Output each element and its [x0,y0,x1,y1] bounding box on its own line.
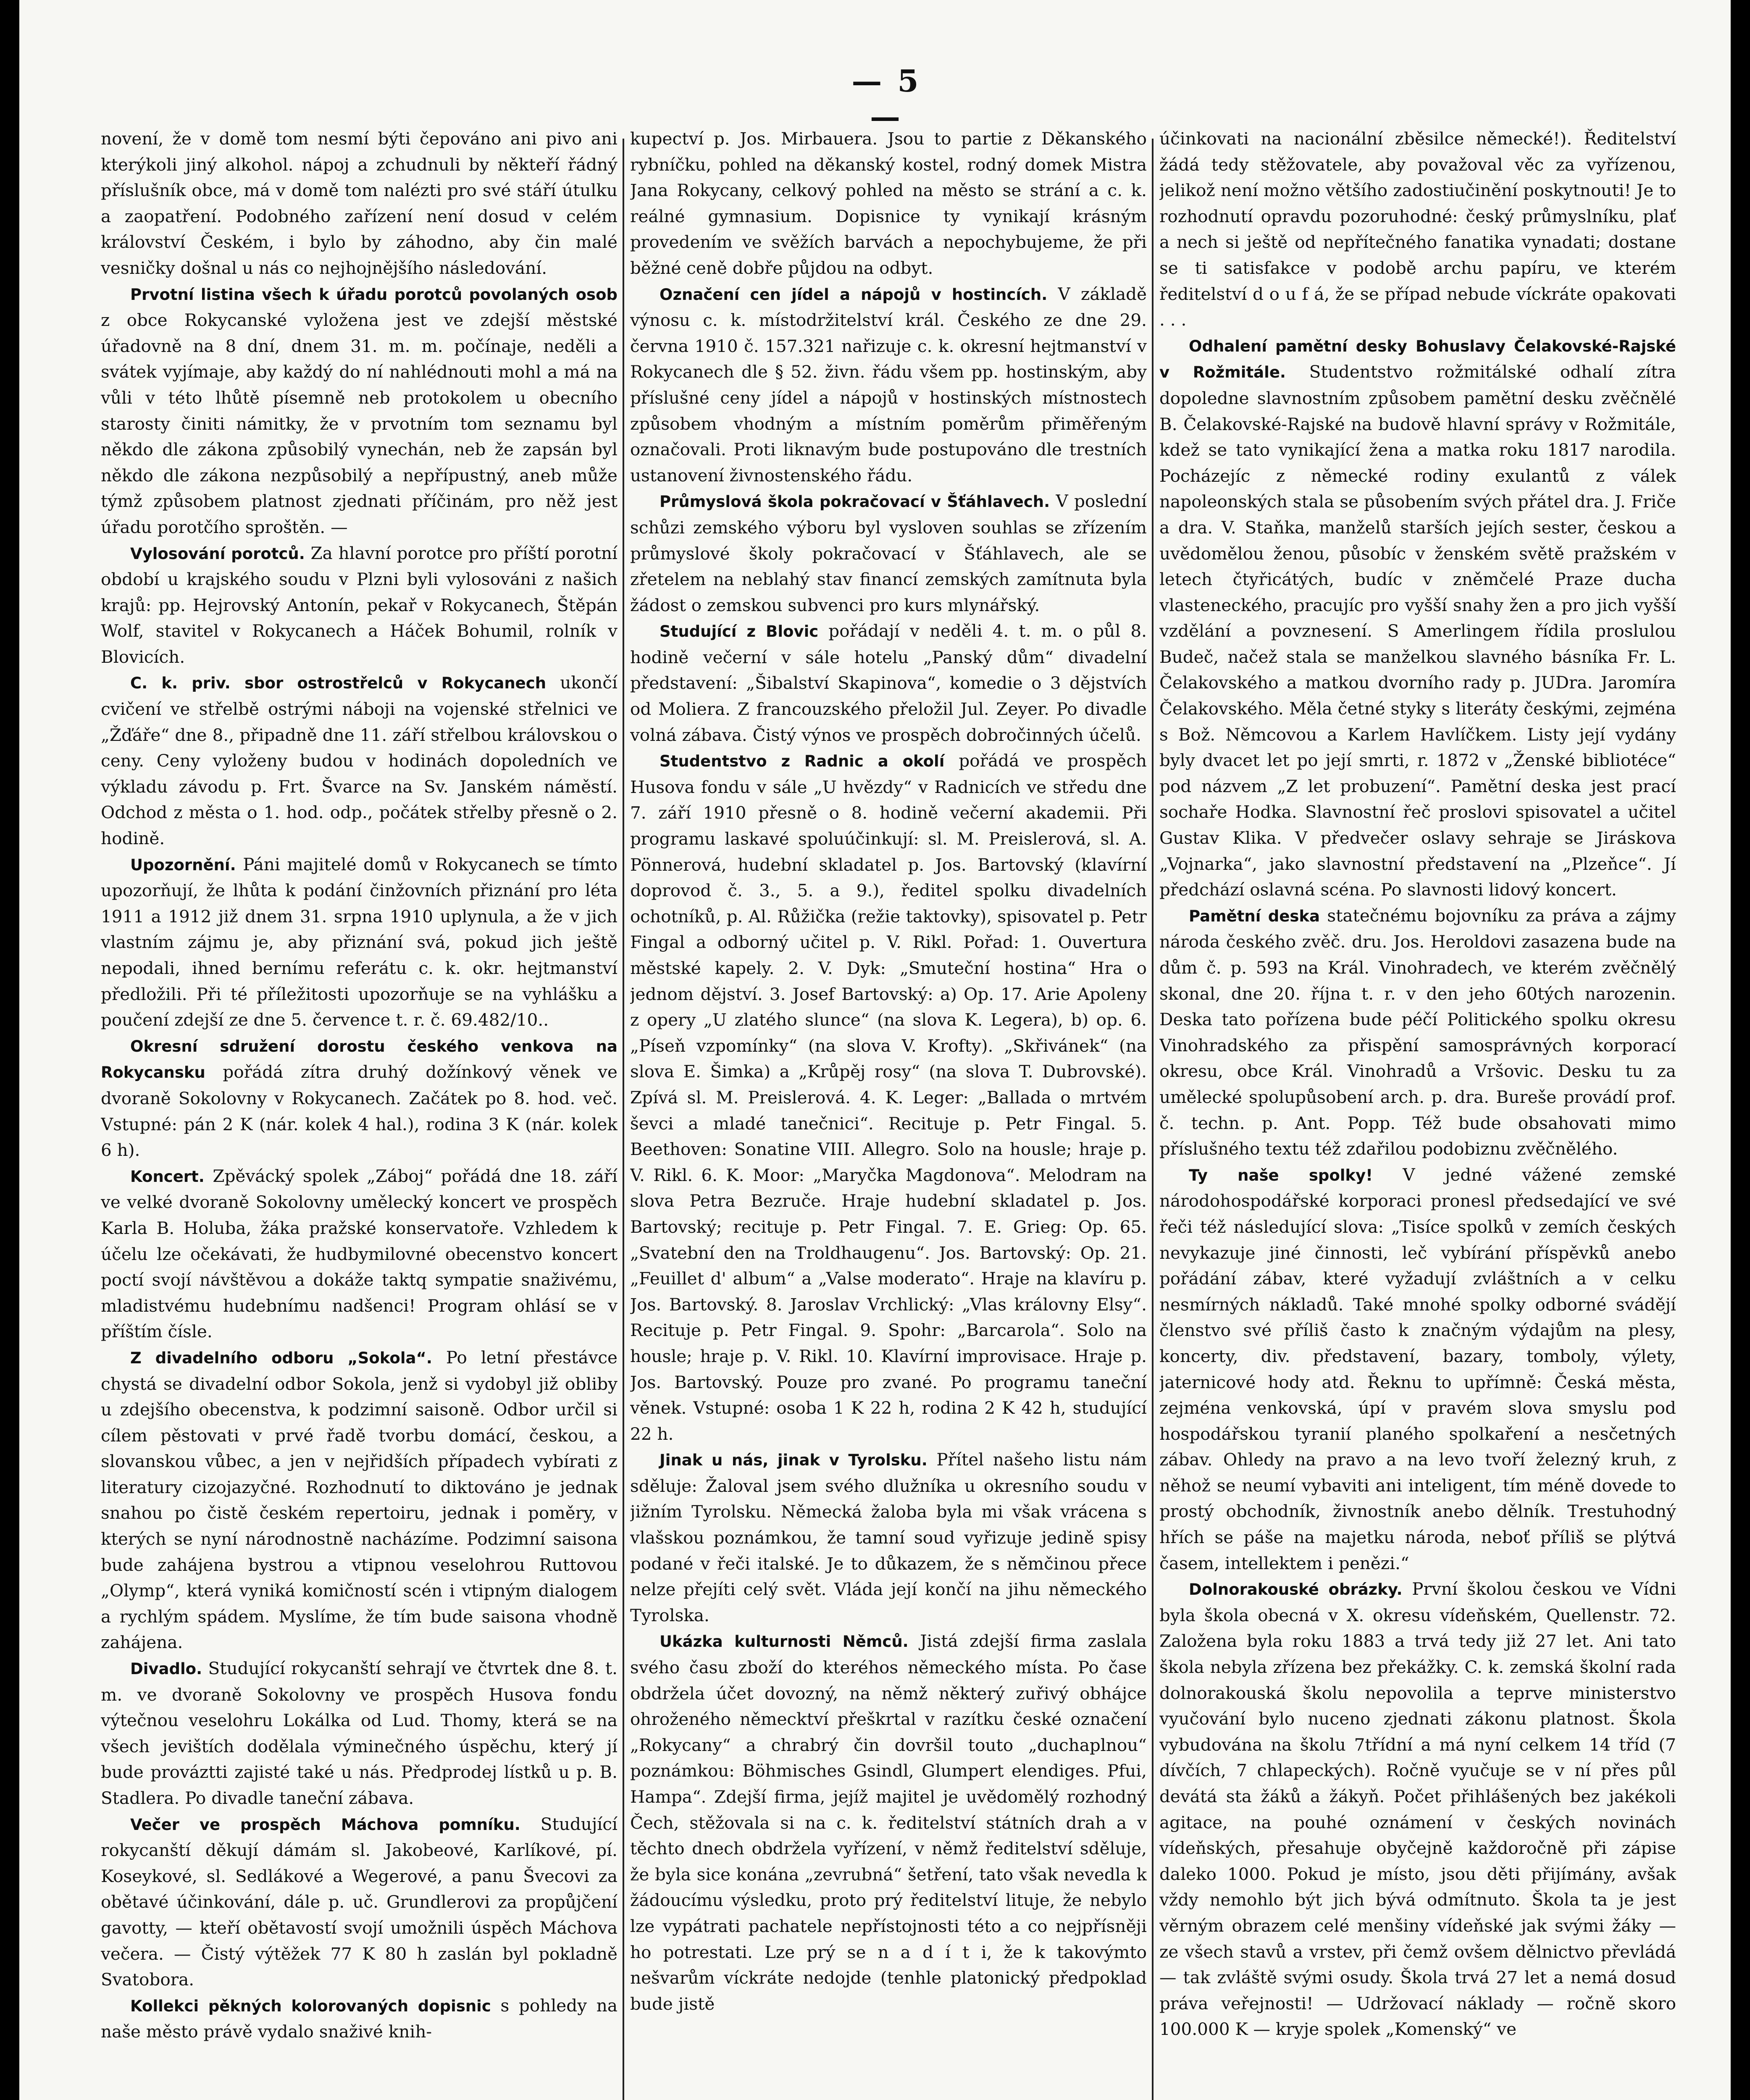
article [101,1163,617,1345]
article [630,126,1147,281]
article-body: ukončí cvičení ve střelbě ostrými náboji na vojenské střelnici ve „Žďáře“ dne 8., připadně dne 11. září střelbou královskou o ceny. Ceny vyloženy budou v hodinách dopoledních ve výkladu závodu p. Frt. Švarce na Sv. Janském náměstí. Odchod z města o 1. hod. odp., počátek střelby přesně o 2. hodině. [101,672,617,849]
article [630,281,1147,489]
article [630,618,1147,748]
article-body: Přítel našeho listu nám sděluje: Žaloval jsem svého dlužníka u okresního soudu v jižním Tyrolsku. Německá žaloba byla mi však vrácena s vlašskou poznámkou, že tamní soud vyřizuje jedině spisy podané v řeči italské. Je to důkazem, že s němčinou přece nelze přejíti celý svět. Vláda její končí na jihu německého Tyrolska. [630,1449,1147,1625]
article [630,488,1147,618]
article-body: Páni majitelé domů v Rokycanech se tímto upozorňují, že lhůta k podání činžovních přiznání pro léta 1911 a 1912 již dnem 31. srpna 1910 uplynula, a že v jich vlastním zájmu je, aby přiznání svá, pokud jich ještě nepodali, ihned bernímu referátu c. k. okr. hejtmanství předložili. Při té příležitosti upozorňuje se na vyhlášku a poučení zdejší ze dne 5. července t. r. č. 69.482/10.. [101,854,617,1030]
article-heading: Divadlo. [130,1660,202,1678]
article [101,1993,617,2045]
article-heading: Okresní sdružení dorostu českého venkova na Rokycansku [101,1037,617,1082]
article-body: statečnému bojovníku za práva a zájmy národa českého zvěč. dru. Jos. Heroldovi zasazena bude na dům č. p. 593 na Král. Vinohradech, ve kterém zvěčnělý skonal, dne 20. října t. r. v den jeho 60tých narozenin. Deska tato pořízena bude péčí Politického spolku okresu Vinohradského za přispění samosprávných korporací okresu, obce Král. Vinohradů a Vršovic. Desku tu za umělecké spolupůsobení arch. p. dra. Bureše provádí prof. č. techn. p. Ant. Popp. Též bude obsahovati mimo příslušného textu též zdařilou podobiznu zvěčnělého. [1159,905,1676,1159]
article-heading: Koncert. [130,1167,205,1186]
article-heading: Prvotní listina všech k úřadu porotců povolaných osob [130,285,617,304]
article-body: z obce Rokycanské vyložena jest ve zdejší městské úřadovně na 8 dní, dnem 31. m. m. počínaje, neděli a svátek vyjímaje, aby každý do ní nahlédnouti mohl a má na vůli v této lhůtě písemně neb protokolem u obecního starosty činiti námitky, že v prvotním tom seznamu byl někdo dle zákona způsobilý vynechán, neb že zapsán byl někdo dle zákona nezpůsobilý a nepřípustný, aneb může týmž způsobem platnost zjednati příčinám, pro něž jest úřadu porotčího sproštěn. — [101,310,617,537]
article [630,1628,1147,2017]
article [101,126,617,281]
article [101,1345,617,1656]
article-heading: Označení cen jídel a nápojů v hostincích. [660,285,1048,304]
article-body: V poslední schůzi zemského výboru byl vysloven souhlas se zřízením průmyslové školy pokračovací v Šťáhlavech, ale se zřetelem na neblahý stav financí zemských zamítnuta byla žádost o zemskou subvenci pro kurs mlynářský. [630,491,1147,615]
article-heading: Pamětní deska [1189,907,1320,925]
article-body: s pohledy na naše město právě vydalo snaživé knih- [101,1995,617,2042]
article [630,1447,1147,1628]
article [1159,333,1676,903]
article [1159,1576,1676,2042]
article-body: První školou českou ve Vídni byla škola obecná v X. okresu vídeňském, Quellenstr. 72. Založena byla roku 1883 a trvá tedy již 27 let. Ani tato škola nebyla zřízena bez překážky. C. k. zemská školní rada dolnorakouská školu nepovolila a teprve ministerstvo vyučování bylo nuceno zjednati zákonu platnost. Škola vybudována na školu 7třídní a má nyní celkem 14 tříd (7 dívčích, 7 chlapeckých). Ročně vyučuje se v ní přes půl devátá sta žáků a žákyň. Počet přihlášených bez jakékoli agitace, na pouhé oznámení v českých novinách vídeňských, přesahuje obyčejně každoročně při zápise daleko 1000. Pokud je místo, jsou děti přijímány, avšak vždy nemohlo být jich bývá odmítnuto. Škola ta je jest věrným obrazem celé menšiny vídeňské jak svými žáky — ze všech stavů a vrstev, při čemž ovšem dělnictvo převládá — tak zvláště svými osudy. Škola trvá 27 let a nemá dosud práva veřejnosti! — Udržovací náklady — ročně skoro 100.000 K — kryje spolek „Komenský“ ve [1159,1579,1676,2040]
article-body: pořádá ve prospěch Husova fondu v sále „U hvězdy“ v Radnicích ve středu dne 7. září 1910 přesně o 8. hodině večerní akademii. Při programu laskavé spoluúčinkují: sl. M. Preislerová, sl. A. Pönnerová, hudební skladatel p. Jos. Bartovský (klavírní doprovod č. 3., 5. a 9.), ředitel spolku divadelních ochotníků, p. Al. Růžička (režie taktovky), spisovatel p. Petr Fingal a odborný učitel p. V. Rikl. Pořad: 1. Ouvertura městské kapely. 2. V. Dyk: „Smuteční hostina“ Hra o jednom dějství. 3. Josef Bartovský: a) Op. 17. Arie Apoleny z opery „U zlatého slunce“ (na slova K. Legera), b) op. 6. „Píseň vzpomínky“ (na slova V. Krofty). „Skřivánek“ (na slova E. Šimka) a „Krůpěj rosy“ (na slova T. Dubrovské). Zpívá sl. M. Preislerová. 4. K. Leger: „Ballada o mrtvém ševci a mladé tanečnici“. Recituje p. Petr Fingal. 5. Beethoven: Sonatine VIII. Allegro. Solo na housle; hraje p. V. Rikl. 6. K. Moor: „Maryčka Magdonova“. Melodram na slova Petra Bezruče. Hraje hudební skladatel p. Jos. Bartovský; recituje p. Petr Fingal. 7. E. Grieg: Op. 65. „Svatební den na Troldhaugenu“. Jos. Bartovský: Op. 21. „Feuillet d' album“ a „Valse moderato“. Hraje na klavíru p. Jos. Bartovský. 8. Jaroslav Vrchlický: „Vlas královny Elsy“. Recituje p. Petr Fingal. 9. Spohr: „Barcarola“. Solo na housle; hraje p. V. Rikl. 10. Klavírní improvisace. Hraje p. Jos. Bartovský. Pouze pro zvané. Po programu taneční věnek. Vstupné: osoba 1 K 22 h, rodina 2 K 42 h, studující 22 h. [630,751,1147,1444]
scan-border-left [0,0,19,2100]
article-heading: Z divadelního odboru „Sokola“. [130,1349,432,1367]
article-heading: Dolnorakouské obrázky. [1189,1580,1403,1599]
article-body: Za hlavní porotce pro příští porotní období u krajského soudu v Plzni byli vylosováni z našich krajů: pp. Hejrovský Antonín, pekař v Rokycanech, Štěpán Wolf, stavitel v Rokycanech a Háček Bohumil, rolník v Blovicích. [101,543,617,667]
article-body: kupectví p. Jos. Mirbauera. Jsou to partie z Děkanského rybníčku, pohled na děkanský kostel, rodný domek Mistra Jana Rokycany, celkový pohled na město se strání a c. k. reálné gymnasium. Dopisnice ty vynikají krásným provedením ve svěžích barvách a nepochybujeme, že při běžné ceně dobře půjdou na odbyt. [630,129,1147,278]
article-body: Jistá zdejší firma zaslala svého času zboží do kteréhos německého místa. Po čase obdržela účet dovozný, na němž některý zuřivý obhájce ohroženého německtví přeškrtal v razítku české označení „Rokycany“ a chrabrý čin dovršil touto „duchaplnou“ poznámkou: Böhmisches Gsindl, Glumpert elendiges. Pfui, Hampa“. Zdejší firma, jejíž majitel je uvědomělý rozhodný Čech, stěžovala si na c. k. ředitelství státních drah a v těchto dnech obdržela vyřízení, v němž ředitelství sděluje, že byla sice konána „zevrubná“ šetření, tato však nevedla k žádoucímu výsledku, proto prý ředitelství lituje, že nebylo lze vypátrati pachatele nepřístojnosti této a co nejpřísněji ho potrestati. Lze prý se n a d í t i, že k takovýmto nešvarům víckráte nedojde (tenhle platonický předpoklad bude jistě [630,1631,1147,2014]
article-body: pořádají v neděli 4. t. m. o půl 8. hodině večerní v sále hotelu „Panský dům“ divadelní představení: „Šibalství Skapinova“, komedie o 3 dějstvích od Moliera. Z francouzského přeložil Jul. Zeyer. Po divadle volná zábava. Čistý výnos ve prospěch dobročinných účelů. [630,621,1147,745]
article [1159,903,1676,1162]
column-divider [1152,139,1154,2100]
article-body: Studující rokycanští sehrají ve čtvrtek dne 8. t. m. ve dvoraně Sokolovny ve prospěch Husova fondu výtečnou veselohru Lokálka od Lud. Thomy, která se na všech jevištích dodělala výminečného úspěchu, který jí bude prováztti zajisté také u nás. Předprodej lístků u p. B. Stadlera. Po divadle taneční zábava. [101,1658,617,1808]
article-heading: Kollekci pěkných kolorovaných dopisnic [130,1997,491,2015]
article-body: novení, že v domě tom nesmí býti čepováno ani pivo ani kterýkoli jiný alkohol. nápoj a zchudnuli by někteří řádný příslušník obce, má v domě tom nalézti pro své stáří útulku a zaopatření. Podobného zařízení není dosud v celém království Českém, i bylo by záhodno, aby čin malé vesničky došnal u nás co nejhojnějšího následování. [101,129,617,278]
article-body: Po letní přestávce chystá se divadelní odbor Sokola, jenž si vydobyl již obliby u zdejšího obecenstva, k podzimní saisoně. Odbor určil si cílem pěstovati v prvé řadě tvorbu domácí, českou, a slovanskou vůbec, a jen v nejřidších případech vybírati z literatury cizojazyčné. Rozhodnutí to diktováno je jednak snahou po čistě českém repertoiru, jednak i poměry, v kterých se nyní národnostně nacházíme. Podzimní saisona bude zahájena bystrou a vtipnou veselohrou Ruttovou „Olymp“, která vyniká komičností scén i vtipným dialogem a rychlým spádem. Myslíme, že tím bude saisona vhodně zahájena. [101,1347,617,1653]
article-body: V základě výnosu c. k. místodržitelství král. Českého ze dne 29. června 1910 č. 157.321 nařizuje c. k. okresní hejtmanství v Rokycanech dle § 52. živn. řádu všem pp. hostinským, aby příslušné ceny jídel a nápojů v hostinských místnostech způsobem vhodným a místním poměrům přiměřeným označovali. Proti liknavým bude postupováno dle trestních ustanovení živnostenského řádu. [630,284,1147,486]
article [1159,1162,1676,1577]
article [101,1811,617,1993]
article-heading: Odhalení pamětní desky Bohuslavy Čelakovské-Rajské v Rožmitále. [1159,337,1676,382]
scan-border-right [1731,0,1750,2100]
article-body: pořádá zítra druhý dožínkový věnek ve dvoraně Sokolovny v Rokycanech. Začátek po 8. hod. več. Vstupné: pán 2 K (nár. kolek 4 hal.), rodina 3 K (nár. kolek 6 h). [101,1062,617,1160]
column-1 [101,126,617,2100]
page-number: — 5 — [851,63,921,134]
article [101,281,617,541]
article [101,541,617,670]
article-heading: Studentstvo z Radnic a okolí [660,752,945,771]
article-heading: Večer ve prospěch Máchova pomníku. [130,1815,520,1834]
column-2 [630,126,1147,2100]
article [101,1033,617,1163]
article-body: účinkovati na nacionální zběsilce německé!). Ředitelství žádá tedy stěžovatele, aby považoval věc za vyřízenou, jelikož není možno většího zadostiučinění poskytnouti! Je to rozhodnutí opravdu pozoruhodné: český průmyslníku, plať a nech si ještě od nepřítečného fanatika vynadati; dostane se ti satisfakce v podobě archu papíru, ve kterém ředitelství d o u f á, že se případ nebude víckráte opakovati . . . [1159,129,1676,330]
article [101,852,617,1033]
article [1159,126,1676,333]
article-heading: Jinak u nás, jinak v Tyrolsku. [660,1451,928,1470]
column-3 [1159,126,1676,2100]
article-heading: Upozornění. [130,856,236,874]
article-heading: Studující z Blovic [660,622,819,641]
column-divider [623,139,624,2100]
article-heading: C. k. priv. sbor ostrostřelců v Rokycanech [130,674,547,693]
article [101,1656,617,1811]
article [101,670,617,851]
article-heading: Ty naše spolky! [1189,1166,1373,1184]
article-heading: Průmyslová škola pokračovací v Šťáhlavech. [660,493,1050,511]
article-body: Zpěvácký spolek „Záboj“ pořádá dne 18. září ve velké dvoraně Sokolovny umělecký koncert ve prospěch Karla B. Holuba, žáka pražské konservatoře. Vzhledem k účelu lze očekávati, že hudbymilovné obecenstvo koncert poctí svojí návštěvou a dokáže taktq sympatie snaživému, mladistvému hudebnímu nadšenci! Program ohlásí se v příštím čísle. [101,1166,617,1342]
article-heading: Ukázka kulturnosti Němců. [660,1633,909,1651]
article-body: V jedné vážené zemské národohospodářské korporaci pronesl předsedající ve své řeči též následující slova: „Tisíce spolků v zemích českých nevykazuje jiné činnosti, leč vybírání příspěvků anebo pořádání zábav, které vyžadují zvláštních a v celku nesmírných nákladů. Také mnohé spolky odborné svádějí členstvo své příliš často k značným výdajům na plesy, koncerty, div. představení, bazary, tomboly, výlety, jaternicové hody atd. Řeknu to upřímně: Česká města, zejména venkovská, úpí v pravém slova smyslu pod hospodářskou tyranií planého spolkaření a nesčetných zábav. Ohledy na pravo a na levo tvoří železný kruh, z něhož se neumí vybaviti ani inteligent, tím méně dovede to prostý obchodník, živnostník anebo dělník. Trestuhodný hřích se páše na majetku národa, neboť příliš se plýtvá časem, intellektem i penězi.“ [1159,1164,1676,1573]
article-body: Studentstvo rožmitálské odhalí zítra dopoledne slavnostním způsobem pamětní desku zvěčnělé B. Čelakovské-Rajské na budově hlavní správy v Rožmitále, kdež se tato vynikající žena a matka roku 1817 narodila. Pocházejíc z německé rodiny exulantů z válek napoleonských stala se působením svých přátel dra. J. Friče a dra. V. Staňka, manželů starších jejích sester, českou a uvědomělou ženou, působíc v ženském světě pražském v letech čtyřicátých, budíc v zněmčelé Praze ducha vlasteneckého, pracujíc pro vyšší snahy žen a pro jich vyšší vzdělání a povznesení. S Amerlingem řídila proslulou Budeč, načež stala se manželkou slavného básníka Fr. L. Čelakovského a matkou dvorního rady p. JUDra. Jaromíra Čelakovského. Měla četné styky s literáty českými, zejména s Bož. Němcovou a Karlem Havlíčkem. Listy její vydány byly dvacet let po její smrti, r. 1872 v „Ženské bibliotéce“ pod názvem „Z let probuzení“. Pamětní deska jest prací sochaře Hodka. Slavnostní řeč proslovi spisovatel a učitel Gustav Klika. V předvečer oslavy sehraje se Jiráskova „Vojnarka“, jako slavnostní představení na „Plzeňce“. Jí předchází oslavná scéna. Po slavnosti lidový koncert. [1159,362,1676,900]
article-heading: Vylosování porotců. [130,544,305,563]
article-body: Studující rokycanští děkují dámám sl. Jakobeové, Karlíkové, pí. Koseykové, sl. Sedlákové a Wegerové, a panu Švecovi za obětavé účinkování, dále p. uč. Grundlerovi za propůjčení gavotty, — kteří obětavostí svojí umožnili úspěch Máchova večera. — Čistý výtěžek 77 K 80 h zaslán byl pokladně Svatobora. [101,1814,617,1990]
article [630,748,1147,1447]
